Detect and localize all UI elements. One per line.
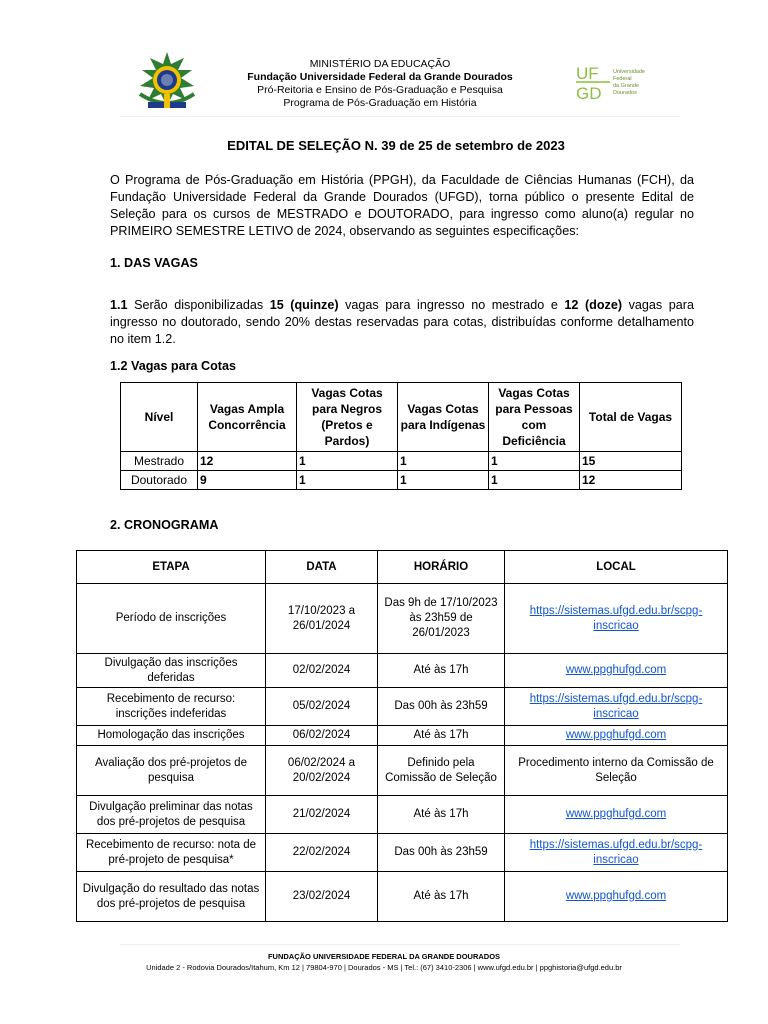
item-number: 1.1 [110,298,128,312]
cronograma-table [76,550,728,922]
table-header-row [77,551,728,584]
header-cell: Vagas Cotas para Indígenas [398,383,489,452]
intro-paragraph: O Programa de Pós-Graduação em História (PPGH), da Faculdade de Ciências Humanas (FCH), da Fundação Universidade Federal da Grande Dourados (UFGD), torna público o presente Edital de Seleção para os cursos de MESTRADO e DOUTORADO, para ingresso como aluno(a) regular no PRIMEIRO SEMESTRE LETIVO de 2024, observando as seguintes especificações: [110,173,694,238]
header-cell: ETAPA [77,551,266,584]
header-cell: DATA [266,551,378,584]
header-cell: Vagas Ampla Concorrência [198,383,297,452]
header-cell: HORÁRIO [378,551,505,584]
footer-institution: FUNDAÇÃO UNIVERSIDADE FEDERAL DA GRANDE DOURADOS [267,952,501,961]
header-divider [120,116,680,117]
ppgh-website-link[interactable]: www.ppghufgd.com [565,808,667,820]
coat-of-arms-icon [134,50,200,114]
institution-header [230,58,530,110]
document-title: EDITAL DE SELEÇÃO N. 39 de 25 de setembro de 2023 [227,138,565,153]
table-row: Homologação das inscrições 06/02/2024 Até às 17h www.ppghufgd.com [77,726,728,746]
table-row: Recebimento de recurso: nota de pré-projeto de pesquisa* 22/02/2024 Das 00h às 23h59 https://sistemas.ufgd.edu.br/scpg-inscricao [77,834,728,872]
table-row: Recebimento de recurso: inscrições indeferidas 05/02/2024 Das 00h às 23h59 https://sistemas.ufgd.edu.br/scpg-inscricao [77,688,728,726]
svg-text:Dourados: Dourados [613,90,637,96]
foundation-name: Fundação Universidade Federal da Grande Dourados [247,71,513,83]
svg-text:UF: UF [576,64,599,83]
header-cell: Vagas Cotas para Negros (Pretos e Pardos) [297,383,398,452]
table-row: Avaliação dos pré-projetos de pesquisa 06/02/2024 a 20/02/2024 Definido pela Comissão de Seleção Procedimento interno da Comissão de Seleção [77,746,728,796]
ppgh-website-link[interactable]: www.ppghufgd.com [565,890,667,902]
inscricao-link[interactable]: https://sistemas.ufgd.edu.br/scpg-inscricao [529,692,703,720]
item-1-1-paragraph: 1.1 Serão disponibilizadas 15 (quinze) vagas para ingresso no mestrado e 12 (doze) vagas para ingresso no doutorado, sendo 20% destas reservadas para cotas, distribuídas conforme detalhamento no item 1.2. [110,298,694,346]
inscricao-link[interactable]: https://sistemas.ufgd.edu.br/scpg-inscricao [529,838,703,866]
table-row: Mestrado 12 1 1 1 15 [121,452,682,471]
table-row: Divulgação preliminar das notas dos pré-projetos de pesquisa 21/02/2024 Até às 17h www.ppghufgd.com [77,796,728,834]
table-row: Período de inscrições 17/10/2023 a 26/01/2024 Das 9h de 17/10/2023 às 23h59 de 26/01/2023 https://sistemas.ufgd.edu.br/scpg-inscricao [77,584,728,654]
table-row: Doutorado 9 1 1 1 12 [121,471,682,490]
ministry-name: MINISTÉRIO DA EDUCAÇÃO [309,58,451,70]
svg-text:da Grande: da Grande [613,83,639,89]
svg-text:Universidade: Universidade [613,69,646,75]
footer-address: Unidade 2 - Rodovia Dourados/Itahum, Km 12 | 79804-970 | Dourados - MS | Tel.: (67) 3410-2306 | www.ufgd.edu.br | ppghistoria@ufgd.edu.br [146,963,622,972]
header-cell: LOCAL [505,551,728,584]
section-2-heading: 2. CRONOGRAMA [110,518,219,532]
svg-text:Federal: Federal [613,76,632,82]
pro-rectory-name: Pró-Reitoria e Ensino de Pós-Graduação e Pesquisa [257,84,503,96]
table-row: Divulgação do resultado das notas dos pré-projetos de pesquisa 23/02/2024 Até às 17h www.ppghufgd.com [77,872,728,922]
inscricao-link[interactable]: https://sistemas.ufgd.edu.br/scpg-inscricao [529,604,703,632]
header-cell: Vagas Cotas para Pessoas com Deficiência [489,383,580,452]
header-cell: Nível [121,383,198,452]
program-name: Programa de Pós-Graduação em História [283,97,477,109]
section-1-2-heading: 1.2 Vagas para Cotas [110,359,237,373]
table-header-row [121,383,682,452]
section-1-heading: 1. DAS VAGAS [110,256,198,270]
ppgh-website-link[interactable]: www.ppghufgd.com [565,729,667,741]
ppgh-website-link[interactable]: www.ppghufgd.com [565,664,667,676]
svg-text:GD: GD [576,84,602,102]
footer-divider [120,944,680,945]
vagas-table [120,382,682,490]
ufgd-logo [576,62,676,102]
table-row: Divulgação das inscrições deferidas 02/02/2024 Até às 17h www.ppghufgd.com [77,654,728,688]
header-cell: Total de Vagas [580,383,682,452]
